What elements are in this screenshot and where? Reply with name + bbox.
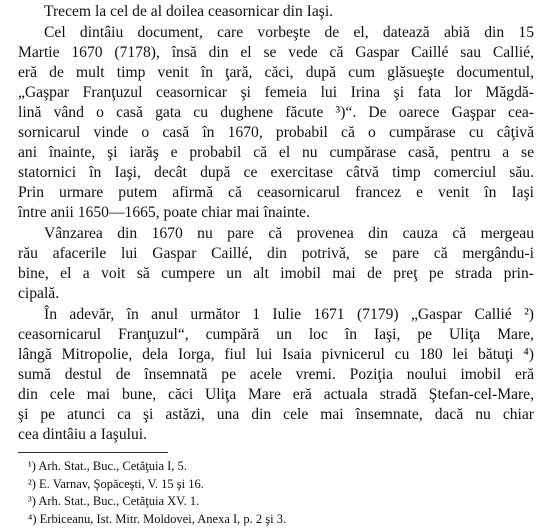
text-line: şi pe atunci ca şi astăzi, una din cele mai însemnate, dacă nu chiar [18, 406, 534, 423]
text-line: ceasornicarul Franţuzul“, cumpără un loc în Iaşi, pe Uliţa Mare, [18, 326, 534, 343]
paragraph-1 [18, 2, 534, 22]
text-line: sornicarul vinde o casă în 1670, probabil că o cumpărase cu câţivă [18, 124, 534, 141]
text-line: Prin urmare putem afirmă că ceasornicarul francez e venit în Iaşi [18, 184, 534, 201]
text-line: Vânzarea din 1670 nu pare că provenea din cauza că mergeau [44, 225, 534, 242]
footnote-2: ²) E. Varnav, Şopăceşti, V. 15 şi 16. [28, 476, 204, 491]
footnote-divider [18, 452, 168, 453]
text-line: între anii 1650—1665, poate chiar mai înainte. [18, 204, 310, 221]
text-line: rău afacerile lui Gaspar Caillé, din potrivă, se pare că mergându-i [18, 245, 534, 262]
text-line: Martie 1670 (7178), însă din el se vede că Gaspar Caillé sau Callié, [18, 44, 534, 61]
footnotes [18, 458, 534, 528]
paragraph-4 [18, 305, 534, 445]
text-line: cea dintâiu a Iaşului. [18, 426, 148, 443]
paragraph-3 [18, 224, 534, 304]
footnote-1: ¹) Arh. Stat., Buc., Cetăţuia I, 5. [28, 459, 187, 473]
text-line: statornici în Iaşi, decât după ce exercitase câtvă timp comerciul său. [18, 164, 534, 181]
text-line: „Gaşpar Franţuzul ceasornicar şi femeia lui Irina şi fata lor Măgdă- [18, 84, 534, 101]
footnote-4: ⁴) Erbiceanu, Ist. Mitr. Moldovei, Anexa I, p. 2 şi 3. [28, 511, 287, 526]
text-line: Cel dintâiu document, care vorbeşte de el, datează abiă din 15 [44, 24, 534, 41]
text-line: În adevăr, în anul următor 1 Iulie 1671 (7179) „Gaspar Callié ²) [44, 306, 534, 323]
paragraph-2 [18, 23, 534, 223]
document-page [18, 2, 534, 528]
text-line: lângă Mitropolie, dela Iorga, fiul lui Isaia pivnicerul cu 180 lei bătuţi ⁴) [18, 346, 534, 363]
text-line: eră de mult timp venit în ţară, căci, după cum glăsueşte documentul, [18, 64, 534, 81]
footnote-3: ³) Arh. Stat., Buc., Cetăţuia XV. 1. [28, 494, 200, 508]
text-line: sumă destul de însemnată pe acele vremi. Poziţia noului imobil eră [18, 366, 534, 383]
text-line: din cele mai bune, căci Uliţa Mare eră actuala stradă Ştefan-cel-Mare, [18, 386, 534, 403]
text-line: cipală. [18, 285, 60, 302]
text-line: bine, el a voit să cumpere un alt imobil mai de preţ pe strada prin- [18, 265, 534, 282]
text-line: Trecem la cel de al doilea ceasornicar din Iaşi. [44, 3, 334, 20]
text-line: ani înainte, şi iarăş e probabil că el nu cumpărase casă, pentru a se [18, 144, 534, 161]
text-line: lină vând o casă gata cu dughene făcute ³)“. De oarece Gaşpar cea- [18, 104, 534, 121]
